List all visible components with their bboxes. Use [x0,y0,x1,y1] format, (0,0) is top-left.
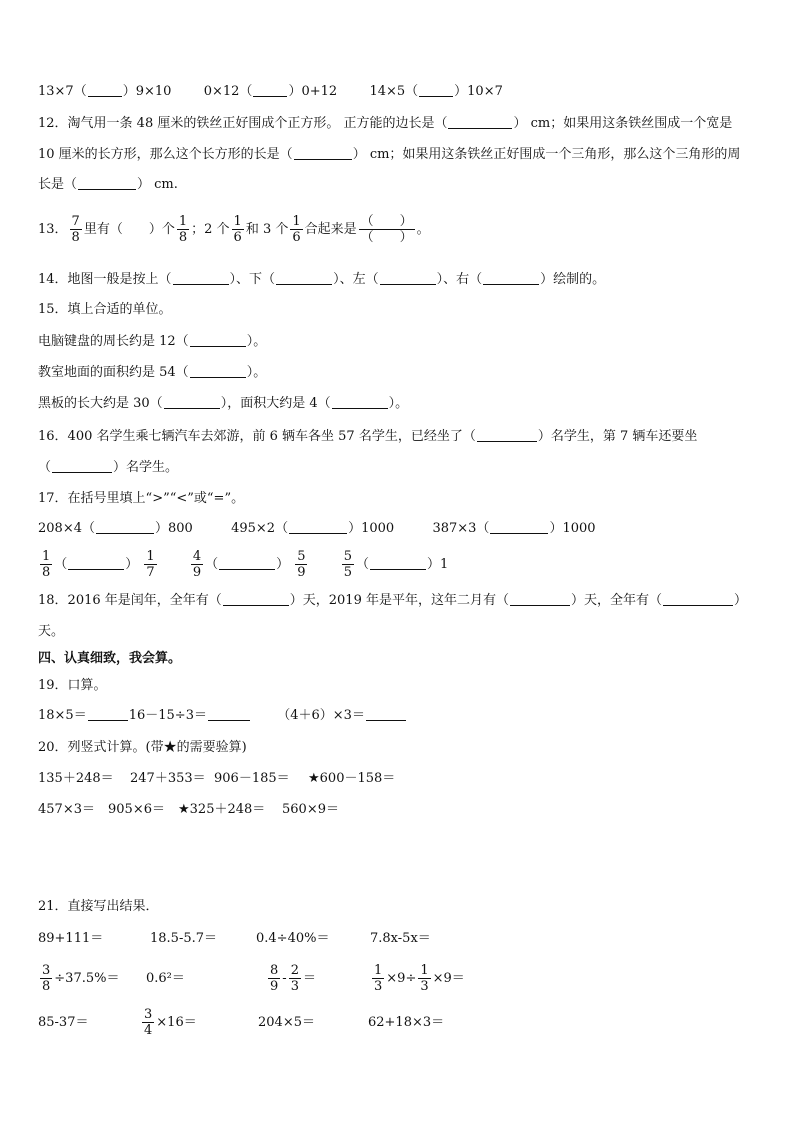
q17-title: 17．在括号里填上“>”“<”或“=”。 [38,491,245,506]
q20-row-1: 135＋248＝ 247＋353＝ 906－185＝ ★600－158＝ [38,771,396,786]
fraction: $\frac{3}{4}$ [144,1007,153,1038]
fraction: $\frac{1}{7}$ [146,549,155,580]
fraction: $\frac{7}{8}$ [71,214,80,245]
q15-line-2: 教室地面的面积约是 54（ ）。 [38,365,267,380]
answer-blank[interactable] [190,334,246,347]
q18-line-2: 天。 [38,624,65,639]
fraction: $\frac{1}{8}$ [178,214,188,245]
q16-line-1: 16．400 名学生乘七辆汽车去郊游，前 6 辆车各坐 57 名学生，已经坐了（ ）名学生，第 7 辆车还要坐 [38,429,698,444]
fraction: $\frac{5}{9}$ [297,549,306,580]
answer-blank[interactable] [223,593,289,606]
answer-blank[interactable] [663,593,733,606]
answer-blank[interactable] [164,396,220,409]
answer-blank[interactable] [370,557,426,570]
q21-title: 21．直接写出结果． [38,899,159,914]
answer-blank[interactable] [190,365,246,378]
answer-blank[interactable] [88,708,128,721]
q11-tail-line: 13×7（ ）9×10 0×12（ ）0+12 14×5（ ）10×7 [38,84,503,99]
answer-fraction[interactable]: $\frac{( )}{( )}$ [360,214,413,245]
q17-row-1: 208×4（ ）800 495×2（ ）1000 387×3（ ）1000 [38,521,596,536]
q19-title: 19．口算。 [38,678,107,693]
answer-blank[interactable] [276,272,332,285]
answer-blank[interactable] [332,396,388,409]
q13-line: 13． $\frac{7}{8}$ 里有（ ）个 $\frac{1}{8}$ ；2 个 $\frac{1}{6}$ 和 3 个 $\frac{1}{6}$ 合起来是 $\frac{( )}{( )}$ 。 [38,214,430,245]
fraction: $\frac{1}{6}$ [292,214,301,245]
answer-blank[interactable] [510,593,570,606]
q12-line-3: 长是（ ） cm. [38,177,178,192]
fraction: $\frac{4}{9}$ [192,549,202,580]
fraction: $\frac{3}{8}$ [42,963,51,994]
answer-blank[interactable] [448,116,512,129]
answer-blank[interactable] [366,708,406,721]
q20-title: 20．列竖式计算。(带★的需要验算) [38,740,247,755]
answer-blank[interactable] [96,521,154,534]
fraction: $\frac{8}{9}$ [270,963,279,994]
q21-row-2: $\frac{3}{8}$ ÷37.5%＝ 0.6²＝ $\frac{8}{9}$ - $\frac{2}{3}$ ＝ $\frac{1}{3}$ ×9÷ $\frac{1}{3}$ ×9＝ [42,963,465,994]
answer-blank[interactable] [173,272,229,285]
q12-line-1: 12．淘气用一条 48 厘米的铁丝正好围成个正方形。 正方能的边长是（ ） cm；如果用这条铁丝围成一个宽是 [38,116,733,131]
answer-blank[interactable] [289,521,347,534]
answer-blank[interactable] [219,557,275,570]
answer-blank[interactable] [253,84,287,97]
q16-line-2: （ ）名学生。 [38,460,179,475]
q15-line-3: 黑板的长大约是 30（ ），面积大约是 4（ ）。 [38,396,409,411]
fraction: $\frac{2}{3}$ [290,963,299,994]
answer-blank[interactable] [68,557,124,570]
answer-blank[interactable] [490,521,548,534]
fraction: $\frac{5}{5}$ [343,549,353,580]
answer-blank[interactable] [52,460,112,473]
q17-row-2: $\frac{1}{8}$ （ ） $\frac{1}{7}$ $\frac{4}{9}$ （ ） $\frac{5}{9}$ $\frac{5}{5}$ （ ）1 [42,549,449,580]
fraction: $\frac{1}{3}$ [420,963,429,994]
answer-blank[interactable] [88,84,122,97]
q15-title: 15．填上合适的单位。 [38,302,172,317]
q18-line-1: 18．2016 年是闰年，全年有（ ）天，2019 年是平年，这年二月有（ ）天，全年有（ ） [38,593,748,608]
fraction: $\frac{1}{8}$ [42,549,51,580]
answer-blank[interactable] [294,147,352,160]
q14-line: 14．地图一般是按上（ ）、下（ ）、左（ ）、右（ ）绘制的。 [38,272,606,287]
answer-blank[interactable] [419,84,453,97]
q19-row: 18×5＝ 16－15÷3＝ （4＋6）×3＝ [38,707,407,725]
q15-line-1: 电脑键盘的周长约是 12（ ）。 [38,334,267,349]
answer-blank[interactable] [78,177,136,190]
q20-row-2: 457×3＝ 905×6＝ ★325＋248＝ 560×9＝ [38,802,339,817]
q12-line-2: 10 厘米的长方形，那么这个长方形的长是（ ） cm；如果用这条铁丝正好围成一个三角形，那么这个三角形的周 [38,147,741,162]
fraction: $\frac{1}{6}$ [233,214,242,245]
q21-row-3: 85-37＝ $\frac{3}{4}$ ×16＝ 204×5＝ 62+18×3＝ [38,1007,445,1038]
q21-row-1: 89+111＝ 18.5-5.7＝ 0.4÷40%＝ 7.8x-5x＝ [38,931,431,946]
section-heading: 四、认真细致，我会算。 [38,651,182,666]
answer-blank[interactable] [208,708,250,721]
answer-blank[interactable] [483,272,539,285]
answer-blank[interactable] [380,272,436,285]
fraction: $\frac{1}{3}$ [374,963,383,994]
answer-blank[interactable] [477,429,537,442]
